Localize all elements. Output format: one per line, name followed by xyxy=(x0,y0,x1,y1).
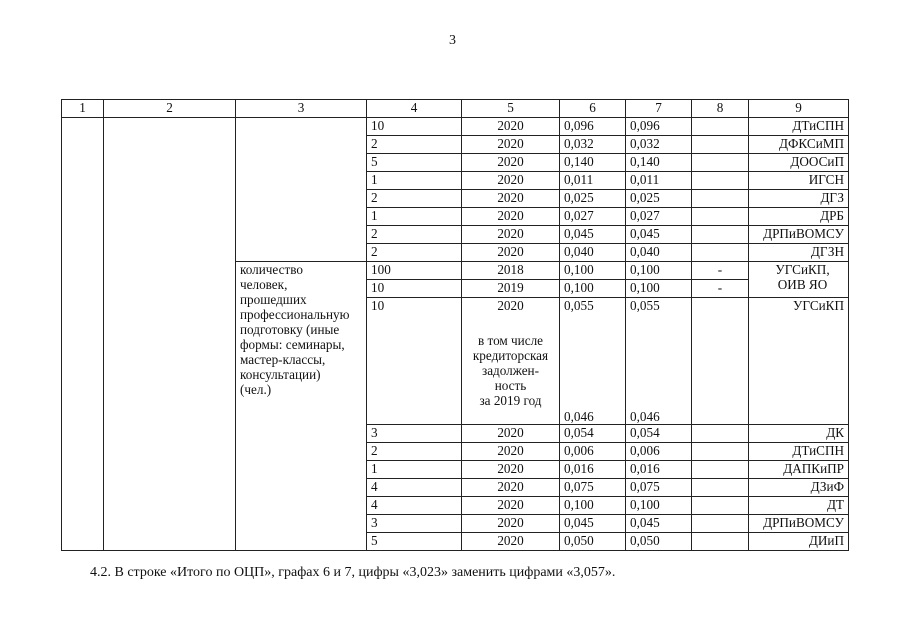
value-cell: 0,045 xyxy=(560,515,626,533)
value-cell: 0,016 xyxy=(626,461,692,479)
count-cell: 2 xyxy=(367,226,462,244)
year-cell: 2020 xyxy=(462,172,560,190)
mark-cell xyxy=(692,443,749,461)
value-cell: 0,040 xyxy=(626,244,692,262)
year-value: 2020 xyxy=(497,298,524,313)
debt-note-line: задолжен- xyxy=(481,363,539,378)
indicator-line: консультации) xyxy=(240,367,321,382)
department-cell: ДК xyxy=(749,425,849,443)
year-cell: 2020 xyxy=(462,461,560,479)
value-cell: 0,032 xyxy=(560,136,626,154)
department-cell: ИГСН xyxy=(749,172,849,190)
indicator-line: подготовку (иные xyxy=(240,322,340,337)
indicator-line: человек, xyxy=(240,277,288,292)
year-cell: 2019 xyxy=(462,280,560,298)
value-cell: 0,025 xyxy=(560,190,626,208)
count-cell: 100 xyxy=(367,262,462,280)
value-cell: 0,006 xyxy=(560,443,626,461)
indicator-line: мастер-классы, xyxy=(240,352,326,367)
count-cell: 10 xyxy=(367,298,462,425)
indicator-line: формы: семинары, xyxy=(240,337,345,352)
mark-cell: - xyxy=(692,262,749,280)
value-cell: 0,045 xyxy=(560,226,626,244)
year-cell: 2018 xyxy=(462,262,560,280)
department-cell: ДФКСиМП xyxy=(749,136,849,154)
count-cell: 5 xyxy=(367,533,462,551)
count-cell: 4 xyxy=(367,497,462,515)
mark-cell xyxy=(692,226,749,244)
year-cell: 2020 xyxy=(462,136,560,154)
department-cell: ДАПКиПР xyxy=(749,461,849,479)
value-cell: 0,100 xyxy=(560,497,626,515)
year-cell: 2020 xyxy=(462,190,560,208)
department-cell: ДРБ xyxy=(749,208,849,226)
header-cell: 1 xyxy=(62,100,104,118)
value-cell: 0,140 xyxy=(560,154,626,172)
count-cell: 2 xyxy=(367,136,462,154)
year-cell: 2020 xyxy=(462,515,560,533)
value-cell: 0,075 xyxy=(560,479,626,497)
mark-cell xyxy=(692,244,749,262)
value-cell: 0,096 xyxy=(560,118,626,136)
department-cell: УГСиКП xyxy=(749,298,849,425)
indicator-line: профессиональную xyxy=(240,307,350,322)
value-total: 0,055 xyxy=(564,298,594,313)
value-cell: 0,096 xyxy=(626,118,692,136)
amendment-note: 4.2. В строке «Итого по ОЦП», графах 6 и 7, цифры «3,023» заменить цифрами «3,057». xyxy=(90,565,616,580)
indicator-line: (чел.) xyxy=(240,382,272,397)
value-cell: 0,011 xyxy=(626,172,692,190)
mark-cell xyxy=(692,172,749,190)
debt-note-line: в том числе xyxy=(477,333,544,348)
mark-cell xyxy=(692,461,749,479)
count-cell: 10 xyxy=(367,118,462,136)
value-cell: 0,140 xyxy=(626,154,692,172)
year-cell xyxy=(462,298,560,425)
header-cell: 8 xyxy=(692,100,749,118)
header-row xyxy=(62,100,849,118)
year-cell: 2020 xyxy=(462,443,560,461)
value-cell: 0,040 xyxy=(560,244,626,262)
value-cell: 0,075 xyxy=(626,479,692,497)
value-cell: 0,045 xyxy=(626,515,692,533)
count-cell: 1 xyxy=(367,172,462,190)
value-cell xyxy=(560,298,626,425)
col2-cell xyxy=(104,118,236,551)
mark-cell xyxy=(692,515,749,533)
value-cell: 0,027 xyxy=(626,208,692,226)
header-cell: 4 xyxy=(367,100,462,118)
value-cell: 0,025 xyxy=(626,190,692,208)
mark-cell xyxy=(692,533,749,551)
header-cell: 2 xyxy=(104,100,236,118)
header-cell: 7 xyxy=(626,100,692,118)
year-cell: 2020 xyxy=(462,226,560,244)
debt-note-line: кредиторская xyxy=(472,348,549,363)
debt-note-line: ность xyxy=(494,378,527,393)
year-cell: 2020 xyxy=(462,425,560,443)
mark-cell xyxy=(692,136,749,154)
value-cell: 0,016 xyxy=(560,461,626,479)
mark-cell xyxy=(692,154,749,172)
value-cell: 0,100 xyxy=(560,280,626,298)
value-cell xyxy=(626,298,692,425)
department-cell: ДТ xyxy=(749,497,849,515)
count-cell: 1 xyxy=(367,208,462,226)
year-cell: 2020 xyxy=(462,479,560,497)
mark-cell xyxy=(692,208,749,226)
department-cell: ДЗиФ xyxy=(749,479,849,497)
table-row xyxy=(62,118,849,136)
page-number: 3 xyxy=(449,33,456,48)
value-cell: 0,100 xyxy=(626,262,692,280)
value-cell: 0,050 xyxy=(560,533,626,551)
mark-cell xyxy=(692,118,749,136)
indicator-line: прошедших xyxy=(240,292,307,307)
year-cell: 2020 xyxy=(462,208,560,226)
count-cell: 1 xyxy=(367,461,462,479)
mark-cell xyxy=(692,425,749,443)
year-cell: 2020 xyxy=(462,154,560,172)
department-cell: ДГЗН xyxy=(749,244,849,262)
value-cell: 0,027 xyxy=(560,208,626,226)
col1-cell xyxy=(62,118,104,551)
value-total: 0,055 xyxy=(630,298,660,313)
department-cell: ДТиСПН xyxy=(749,443,849,461)
department-cell: ДИиП xyxy=(749,533,849,551)
department-cell: ДГЗ xyxy=(749,190,849,208)
count-cell: 3 xyxy=(367,515,462,533)
col3-cell xyxy=(236,118,367,262)
department-cell: ДТиСПН xyxy=(749,118,849,136)
value-cell: 0,006 xyxy=(626,443,692,461)
count-cell: 2 xyxy=(367,244,462,262)
value-cell: 0,100 xyxy=(626,497,692,515)
value-debt: 0,046 xyxy=(630,409,660,424)
mark-cell xyxy=(692,298,749,425)
count-cell: 2 xyxy=(367,443,462,461)
indicator-cell xyxy=(236,262,367,551)
count-cell: 2 xyxy=(367,190,462,208)
value-cell: 0,045 xyxy=(626,226,692,244)
value-cell: 0,100 xyxy=(560,262,626,280)
value-cell: 0,054 xyxy=(560,425,626,443)
header-cell: 5 xyxy=(462,100,560,118)
document-table xyxy=(61,99,849,551)
count-cell: 5 xyxy=(367,154,462,172)
indicator-line: количество xyxy=(240,262,303,277)
value-cell: 0,054 xyxy=(626,425,692,443)
mark-cell xyxy=(692,190,749,208)
value-cell: 0,050 xyxy=(626,533,692,551)
header-cell: 3 xyxy=(236,100,367,118)
year-cell: 2020 xyxy=(462,118,560,136)
value-cell: 0,011 xyxy=(560,172,626,190)
department-cell: ДРПиВОМСУ xyxy=(749,515,849,533)
department-cell: УГСиКП, ОИВ ЯО xyxy=(749,262,849,298)
header-cell: 6 xyxy=(560,100,626,118)
count-cell: 10 xyxy=(367,280,462,298)
count-cell: 3 xyxy=(367,425,462,443)
department-cell: ДООСиП xyxy=(749,154,849,172)
value-cell: 0,032 xyxy=(626,136,692,154)
debt-note-line: за 2019 год xyxy=(479,393,542,408)
value-cell: 0,100 xyxy=(626,280,692,298)
count-cell: 4 xyxy=(367,479,462,497)
year-cell: 2020 xyxy=(462,497,560,515)
header-cell: 9 xyxy=(749,100,849,118)
year-cell: 2020 xyxy=(462,533,560,551)
mark-cell xyxy=(692,497,749,515)
mark-cell xyxy=(692,479,749,497)
year-cell: 2020 xyxy=(462,244,560,262)
mark-cell: - xyxy=(692,280,749,298)
value-debt: 0,046 xyxy=(564,409,594,424)
department-cell: ДРПиВОМСУ xyxy=(749,226,849,244)
debt-note xyxy=(466,333,555,408)
